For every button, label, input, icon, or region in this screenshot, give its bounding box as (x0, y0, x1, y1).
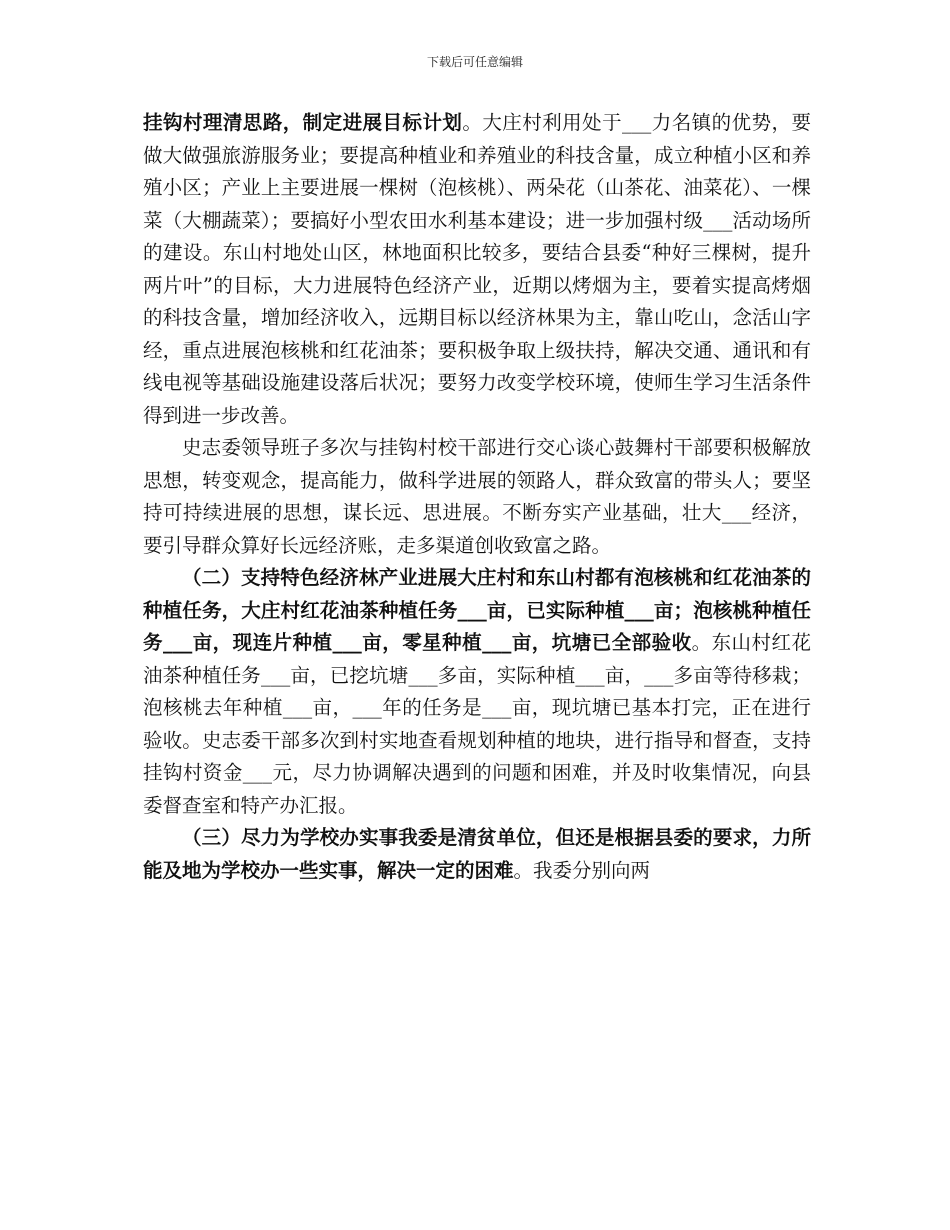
paragraph-2 (143, 432, 811, 562)
paragraph-1-bold-lead: 挂钩村理清思路，制定进展目标计划 (143, 111, 463, 134)
paragraph-2-text: 史志委领导班子多次与挂钩村校干部进行交心谈心鼓舞村干部要积极解放思想，转变观念，提高能力，做科学进展的领路人，群众致富的带头人；要坚持可持续进展的思想，谋长远、思进展。不断夯实产业基础，壮大___经济，要引导群众算好长远经济账，走多渠道创收致富之路。 (143, 436, 811, 557)
paragraph-4 (143, 822, 811, 887)
document-body (143, 107, 811, 887)
paragraph-3 (143, 562, 811, 822)
paragraph-1-text: 。大庄村利用处于___力名镇的优势，要做大做强旅游服务业；要提高种植业和养殖业的科技含量，成立种植小区和养殖小区；产业上主要进展一棵树（泡核桃）、两朵花（山茶花、油菜花）、一棵菜（大棚蔬菜）；要搞好小型农田水利基本建设；进一步加强村级___活动场所的建设。东山村地处山区，林地面积比较多，要结合县委“种好三棵树，提升两片叶”的目标，大力进展特色经济产业，近期以烤烟为主，要着实提高烤烟的科技含量，增加经济收入，远期目标以经济林果为主，靠山吃山，念活山字经，重点进展泡核桃和红花油茶；要积极争取上级扶持，解决交通、通讯和有线电视等基础设施建设落后状况；要努力改变学校环境，使师生学习生活条件得到进一步改善。 (143, 111, 811, 427)
paragraph-4-text: 。我委分别向两 (513, 858, 651, 882)
paragraph-4-bold-lead: （三）尽力为学校办实事我委是清贫单位，但还是根据县委的要求，力所能及地为学校办一些实事，解决一定的困难 (143, 826, 811, 882)
page-header: 下载后可任意编辑 (426, 55, 523, 69)
paragraph-3-text: 。东山村红花油茶种植任务___亩，已挖坑塘___多亩，实际种植___亩，___多亩等待移栽；泡核桃去年种植___亩，___年的任务是___亩，现坑塘已基本打完，正在进行验收。史志委干部多次到村实地查看规划种植的地块，进行指导和督查，支持挂钩村资金___元，尽力协调解决遇到的问题和困难，并及时收集情况，向县委督查室和特产办汇报。 (143, 631, 811, 817)
paragraph-1 (143, 107, 811, 432)
paragraph-3-bold-lead: （二）支持特色经济林产业进展大庄村和东山村都有泡核桃和红花油茶的种植任务，大庄村红花油茶种植任务___亩，已实际种植___亩；泡核桃种植任务___亩，现连片种植___亩，零星种植___亩，坑塘已全部验收 (143, 566, 811, 654)
